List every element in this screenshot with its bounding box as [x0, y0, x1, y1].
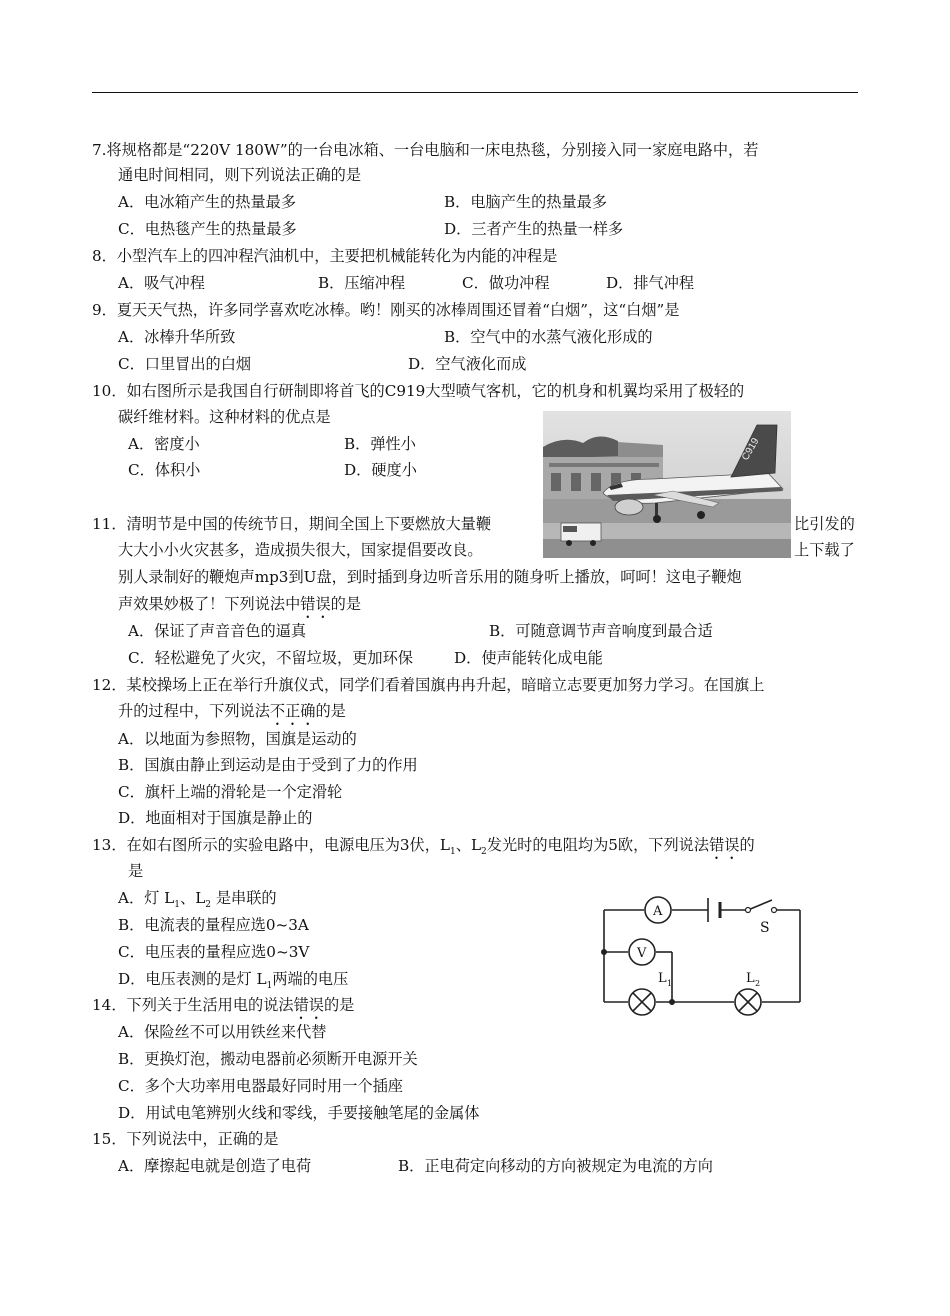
- q11-stem-line2a: 大大小小火灾甚多，造成损失很大，国家提倡要改良。: [118, 541, 483, 559]
- q13-sub-2: 2: [481, 847, 487, 858]
- q10-option-b: B．弹性小: [344, 435, 416, 453]
- q9-option-b: B．空气中的水蒸气液化形成的: [444, 328, 653, 346]
- q14-option-c: C．多个大功率用电器最好同时用一个插座: [118, 1077, 403, 1095]
- q14-stem-text: 14．下列关于生活用电的说法: [92, 996, 294, 1014]
- lamp1-label: L: [658, 971, 667, 986]
- q12-stem-tail: 的是: [315, 702, 346, 720]
- q13-d-sub-1: 1: [266, 981, 273, 992]
- lamp1-sub: 1: [667, 979, 673, 988]
- q13-a-sub-2: 2: [205, 900, 212, 911]
- q14-stem: [92, 995, 354, 1023]
- q12-option-b: B．国旗由静止到运动是由于受到了力的作用: [118, 756, 418, 774]
- q11-stem-line1a: 11．清明节是中国的传统节日，期间全国上下要燃放大量鞭: [92, 515, 492, 533]
- switch-label: S: [760, 920, 770, 936]
- q10-stem-line2: 碳纤维材料。这种材料的优点是: [118, 408, 331, 426]
- header-rule: [92, 92, 858, 93]
- q13-a-text: A．灯 L: [118, 889, 175, 907]
- q14-option-d: D．用试电笔辨别火线和零线，手要接触笔尾的金属体: [118, 1104, 480, 1122]
- q10-option-c: C．体积小: [128, 461, 201, 479]
- q13-option-d: [118, 969, 349, 992]
- tail-label: C919: [740, 436, 762, 463]
- q11-stem-text: 声效果妙极了！下列说法中: [118, 595, 301, 613]
- q14-option-a: A．保险丝不可以用铁丝来代替: [118, 1023, 327, 1041]
- q11-stem-line3: 别人录制好的鞭炮声mp3到U盘，到时插到身边听音乐用的随身听上播放，呵呵！这电子鞭炮: [118, 568, 742, 586]
- q14-emphasis: 错误: [293, 996, 324, 1014]
- q12-stem-line1: 12．某校操场上正在举行升旗仪式，同学们看着国旗冉冉升起，暗暗立志要更加努力学习。在国旗上: [92, 676, 765, 694]
- q10-stem-line1: 10．如右图所示是我国自行研制即将首飞的C919大型喷气客机，它的机身和机翼均采用了极轻的: [92, 382, 745, 400]
- q8-option-c: C．做功冲程: [462, 274, 550, 292]
- q11-option-d: D．使声能转化成电能: [454, 649, 603, 667]
- q10-option-d: D．硬度小: [344, 461, 417, 479]
- q13-d-tail: 两端的电压: [272, 970, 349, 988]
- q13-stem-line1: [92, 835, 755, 863]
- circuit-diagram: [596, 888, 806, 1018]
- q13-stem-tail: 的: [739, 836, 755, 854]
- q11-emphasis: 错误: [300, 595, 331, 613]
- lamp2-sub: 2: [755, 979, 761, 988]
- q12-stem-text: 升的过程中，下列说法: [118, 702, 270, 720]
- q13-a-sub-1: 1: [174, 900, 180, 911]
- q12-option-a: A．以地面为参照物，国旗是运动的: [118, 730, 357, 748]
- q13-emphasis: 错误: [709, 836, 740, 854]
- q7-option-b: B．电脑产生的热量最多: [444, 193, 608, 211]
- q13-sub-1: 1: [450, 847, 456, 858]
- q9-option-a: A．冰棒升华所致: [118, 328, 236, 346]
- ammeter-label: A: [653, 904, 663, 919]
- q14-option-b: B．更换灯泡，搬动电器前必须断开电源开关: [118, 1050, 418, 1068]
- q7-option-c: C．电热毯产生的热量最多: [118, 220, 297, 238]
- q11-option-c: C．轻松避免了火灾，不留垃圾，更加环保: [128, 649, 413, 667]
- q8-option-b: B．压缩冲程: [318, 274, 406, 292]
- q9-option-d: D．空气液化而成: [408, 355, 527, 373]
- q7-stem-line2: 通电时间相同，则下列说法正确的是: [118, 166, 361, 184]
- q9-option-c: C．口里冒出的白烟: [118, 355, 252, 373]
- lamp2-label: L: [746, 971, 755, 986]
- q7-stem-line1: 7.将规格都是“220V 180W”的一台电冰箱、一台电脑和一床电热毯，分别接入同一家庭电路中，若: [92, 141, 759, 159]
- q12-stem-line2: [118, 701, 346, 729]
- q13-stem-text: 13．在如右图所示的实验电路中，电源电压为3伏，L: [92, 836, 451, 854]
- q11-stem-tail: 的是: [330, 595, 361, 613]
- q10-option-a: A．密度小: [128, 435, 200, 453]
- q11-stem-line2b: 上下载了: [794, 541, 855, 559]
- q13-stem-mid: 、L: [455, 836, 482, 854]
- q9-stem: 9．夏天天气热，许多同学喜欢吃冰棒。哟！刚买的冰棒周围还冒着“白烟”，这“白烟”是: [92, 301, 680, 319]
- q12-emphasis: 不正确: [269, 702, 316, 720]
- q7-option-a: A．电冰箱产生的热量最多: [118, 193, 297, 211]
- q13-option-c: C．电压表的量程应选0~3V: [118, 943, 310, 961]
- q15-option-a: A．摩擦起电就是创造了电荷: [118, 1157, 312, 1175]
- q13-a-mid: 、L: [180, 889, 206, 907]
- q11-stem-line1b: 比引发的: [794, 515, 855, 533]
- q11-stem-line4: [118, 594, 361, 622]
- q8-option-a: A．吸气冲程: [118, 274, 205, 292]
- q8-stem: 8．小型汽车上的四冲程汽油机中，主要把机械能转化为内能的冲程是: [92, 247, 558, 265]
- q13-option-a: [118, 888, 277, 911]
- q8-option-d: D．排气冲程: [606, 274, 695, 292]
- q12-option-c: C．旗杆上端的滑轮是一个定滑轮: [118, 783, 343, 801]
- q13-d-text: D．电压表测的是灯 L: [118, 970, 267, 988]
- q13-stem-line2: 是: [128, 862, 144, 880]
- q7-option-d: D．三者产生的热量一样多: [444, 220, 624, 238]
- voltmeter-label: V: [637, 946, 647, 961]
- q13-option-b: B．电流表的量程应选0~3A: [118, 916, 309, 934]
- q13-a-tail: 是串联的: [211, 889, 277, 907]
- q11-option-a: A．保证了声音音色的逼真: [128, 622, 307, 640]
- q15-stem: 15．下列说法中，正确的是: [92, 1130, 279, 1148]
- q14-stem-tail: 的是: [323, 996, 355, 1014]
- q11-option-b: B．可随意调节声音响度到最合适: [489, 622, 713, 640]
- q12-option-d: D．地面相对于国旗是静止的: [118, 809, 313, 827]
- q13-stem-mid2: 发光时的电阻均为5欧，下列说法: [486, 836, 710, 854]
- c919-aircraft-photo: [543, 411, 791, 558]
- q15-option-b: B．正电荷定向移动的方向被规定为电流的方向: [398, 1157, 713, 1175]
